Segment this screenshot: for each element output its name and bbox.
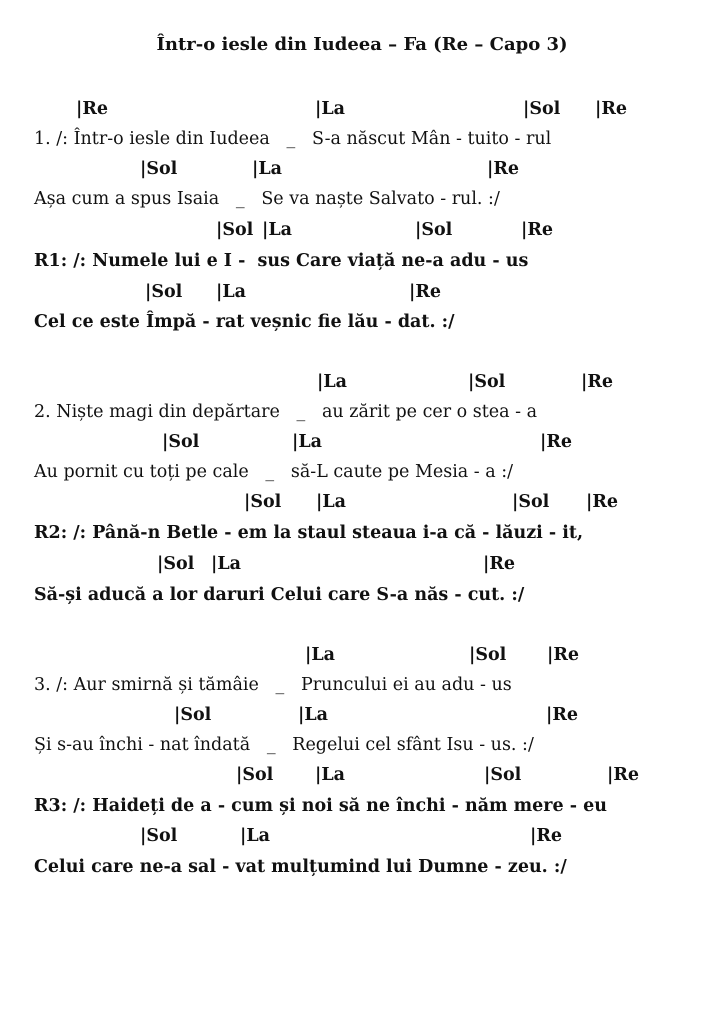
chord: |Re xyxy=(581,372,614,392)
refrain-line: Cel ce este Împă - rat veșnic fie lău - dat. :/ xyxy=(34,312,455,332)
refrain-line: R2: /: Până-n Betle - em la staul steaua i-a că - lăuzi - it, xyxy=(34,523,584,543)
chord: |La xyxy=(315,765,346,785)
chord: |Sol xyxy=(523,99,561,119)
chord: |Sol xyxy=(512,492,550,512)
chord: |La xyxy=(240,826,271,846)
chord: |La xyxy=(211,554,242,574)
verse-line: 2. Niște magi din depărtare _ au zărit pe cer o stea - a xyxy=(34,402,538,422)
chord: |Re xyxy=(487,159,520,179)
chord: |Sol xyxy=(469,645,507,665)
chord: |Sol xyxy=(174,705,212,725)
chord: |La xyxy=(262,220,293,240)
verse-line: Au pornit cu toți pe cale _ să-L caute pe Mesia - a :/ xyxy=(34,462,514,482)
chord: |La xyxy=(216,282,247,302)
verse-line: 1. /: Într-o iesle din Iudeea _ S-a născut Mân - tuito - rul xyxy=(34,129,552,149)
verse-line: 3. /: Aur smirnă și tămâie _ Pruncului ei au adu - us xyxy=(34,675,512,695)
chord: |Re xyxy=(76,99,109,119)
refrain-line: R3: /: Haideți de a - cum și noi să ne închi - năm mere - eu xyxy=(34,796,607,816)
chord: |La xyxy=(305,645,336,665)
chord: |Sol xyxy=(484,765,522,785)
chord: |La xyxy=(315,99,346,119)
verse-line: Și s-au închi - nat îndată _ Regelui cel sfânt Isu - us. :/ xyxy=(34,735,534,755)
chord: |Sol xyxy=(140,159,178,179)
chord: |Re xyxy=(546,705,579,725)
chord: |Re xyxy=(595,99,628,119)
chord: |Re xyxy=(521,220,554,240)
chord: |Sol xyxy=(157,554,195,574)
chord: |Re xyxy=(586,492,619,512)
chord: |Re xyxy=(530,826,563,846)
chord: |Sol xyxy=(140,826,178,846)
refrain-line: Să-și aducă a lor daruri Celui care S-a năs - cut. :/ xyxy=(34,585,525,605)
chord: |Re xyxy=(483,554,516,574)
verse-line: Așa cum a spus Isaia _ Se va naște Salvato - rul. :/ xyxy=(34,189,500,209)
chord: |Sol xyxy=(216,220,254,240)
chord: |La xyxy=(298,705,329,725)
chord: |Sol xyxy=(415,220,453,240)
chord: |Sol xyxy=(162,432,200,452)
chord: |La xyxy=(316,492,347,512)
chord: |Re xyxy=(607,765,640,785)
chord: |Sol xyxy=(145,282,183,302)
chord: |La xyxy=(252,159,283,179)
chord: |La xyxy=(317,372,348,392)
chord: |Sol xyxy=(236,765,274,785)
chord: |Re xyxy=(540,432,573,452)
chord: |Re xyxy=(547,645,580,665)
chord: |Sol xyxy=(468,372,506,392)
refrain-line: R1: /: Numele lui e I - sus Care viață ne-a adu - us xyxy=(34,251,529,271)
chord: |Sol xyxy=(244,492,282,512)
refrain-line: Celui care ne-a sal - vat mulțumind lui Dumne - zeu. :/ xyxy=(34,857,567,877)
song-title: Într-o iesle din Iudeea – Fa (Re – Capo 3) xyxy=(156,34,568,55)
chord: |La xyxy=(292,432,323,452)
chord: |Re xyxy=(409,282,442,302)
